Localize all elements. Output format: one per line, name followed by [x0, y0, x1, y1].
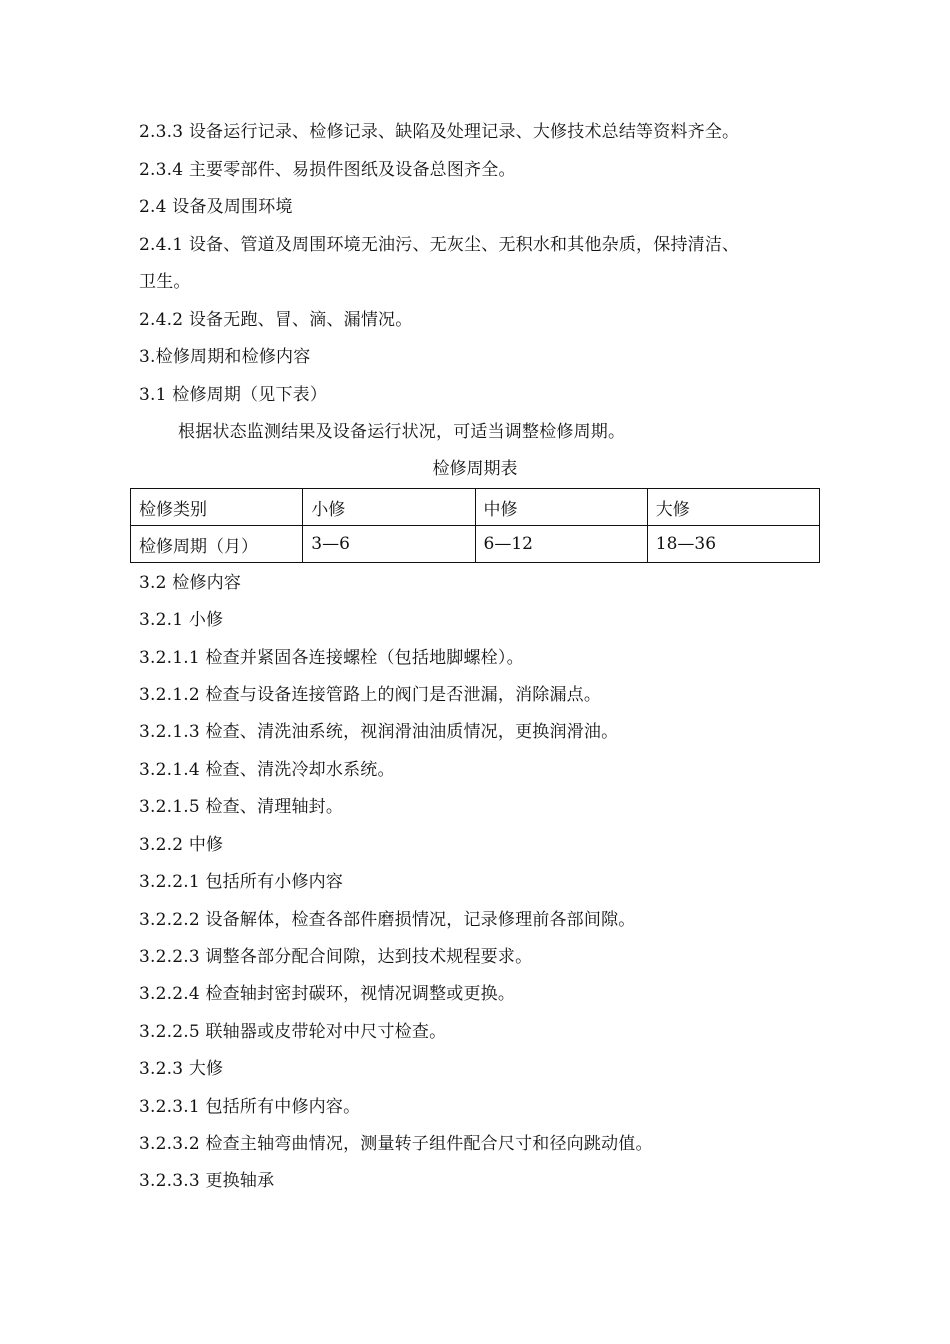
note-paragraph: 根据状态监测结果及设备运行状况，可适当调整检修周期。: [178, 422, 626, 442]
table-row: [131, 526, 820, 563]
paragraph-3-2-3-1: 3.2.3.1 包括所有中修内容。: [139, 1097, 361, 1117]
maintenance-cycle-table: [130, 488, 820, 563]
paragraph-2-4-1: 2.4.1 设备、管道及周围环境无油污、无灰尘、无积水和其他杂质，保持清洁、: [139, 235, 740, 255]
heading-3-2-1: 3.2.1 小修: [139, 610, 224, 630]
table-caption: 检修周期表: [432, 459, 518, 479]
paragraph-3-2-2-4: 3.2.2.4 检查轴封密封碳环，视情况调整或更换。: [139, 984, 516, 1004]
heading-2-4: 2.4 设备及周围环境: [139, 197, 293, 217]
table-cell: 小修: [303, 489, 475, 526]
heading-3-2-2: 3.2.2 中修: [139, 835, 224, 855]
paragraph-3-2-2-5: 3.2.2.5 联轴器或皮带轮对中尺寸检查。: [139, 1022, 447, 1042]
paragraph-3-2-1-1: 3.2.1.1 检查并紧固各连接螺栓（包括地脚螺栓）。: [139, 648, 524, 668]
heading-3: 3.检修周期和检修内容: [139, 347, 311, 367]
paragraph-2-3-3: 2.3.3 设备运行记录、检修记录、缺陷及处理记录、大修技术总结等资料齐全。: [139, 122, 740, 142]
table-cell: 中修: [475, 489, 647, 526]
table-cell: 6—12: [475, 526, 647, 563]
table-header-row: [131, 489, 820, 526]
paragraph-3-2-1-2: 3.2.1.2 检查与设备连接管路上的阀门是否泄漏，消除漏点。: [139, 685, 602, 705]
paragraph-2-4-1-cont: 卫生。: [139, 272, 191, 292]
paragraph-3-2-2-3: 3.2.2.3 调整各部分配合间隙，达到技术规程要求。: [139, 947, 533, 967]
paragraph-3-2-3-2: 3.2.3.2 检查主轴弯曲情况，测量转子组件配合尺寸和径向跳动值。: [139, 1134, 653, 1154]
table-cell: 18—36: [647, 526, 819, 563]
paragraph-2-4-2: 2.4.2 设备无跑、冒、滴、漏情况。: [139, 310, 413, 330]
heading-3-2: 3.2 检修内容: [139, 573, 242, 593]
table-cell: 大修: [647, 489, 819, 526]
paragraph-3-2-2-1: 3.2.2.1 包括所有小修内容: [139, 872, 344, 892]
paragraph-3-2-1-5: 3.2.1.5 检查、清理轴封。: [139, 797, 344, 817]
heading-3-1: 3.1 检修周期（见下表）: [139, 385, 328, 405]
table-cell: 3—6: [303, 526, 475, 563]
table-cell: 检修类别: [131, 489, 303, 526]
paragraph-3-2-1-3: 3.2.1.3 检查、清洗油系统，视润滑油油质情况，更换润滑油。: [139, 722, 619, 742]
table-cell: 检修周期（月）: [131, 526, 303, 563]
heading-3-2-3: 3.2.3 大修: [139, 1059, 224, 1079]
paragraph-3-2-2-2: 3.2.2.2 设备解体，检查各部件磨损情况，记录修理前各部间隙。: [139, 910, 636, 930]
paragraph-2-3-4: 2.3.4 主要零部件、易损件图纸及设备总图齐全。: [139, 160, 516, 180]
paragraph-3-2-1-4: 3.2.1.4 检查、清洗冷却水系统。: [139, 760, 395, 780]
paragraph-3-2-3-3: 3.2.3.3 更换轴承: [139, 1171, 275, 1191]
